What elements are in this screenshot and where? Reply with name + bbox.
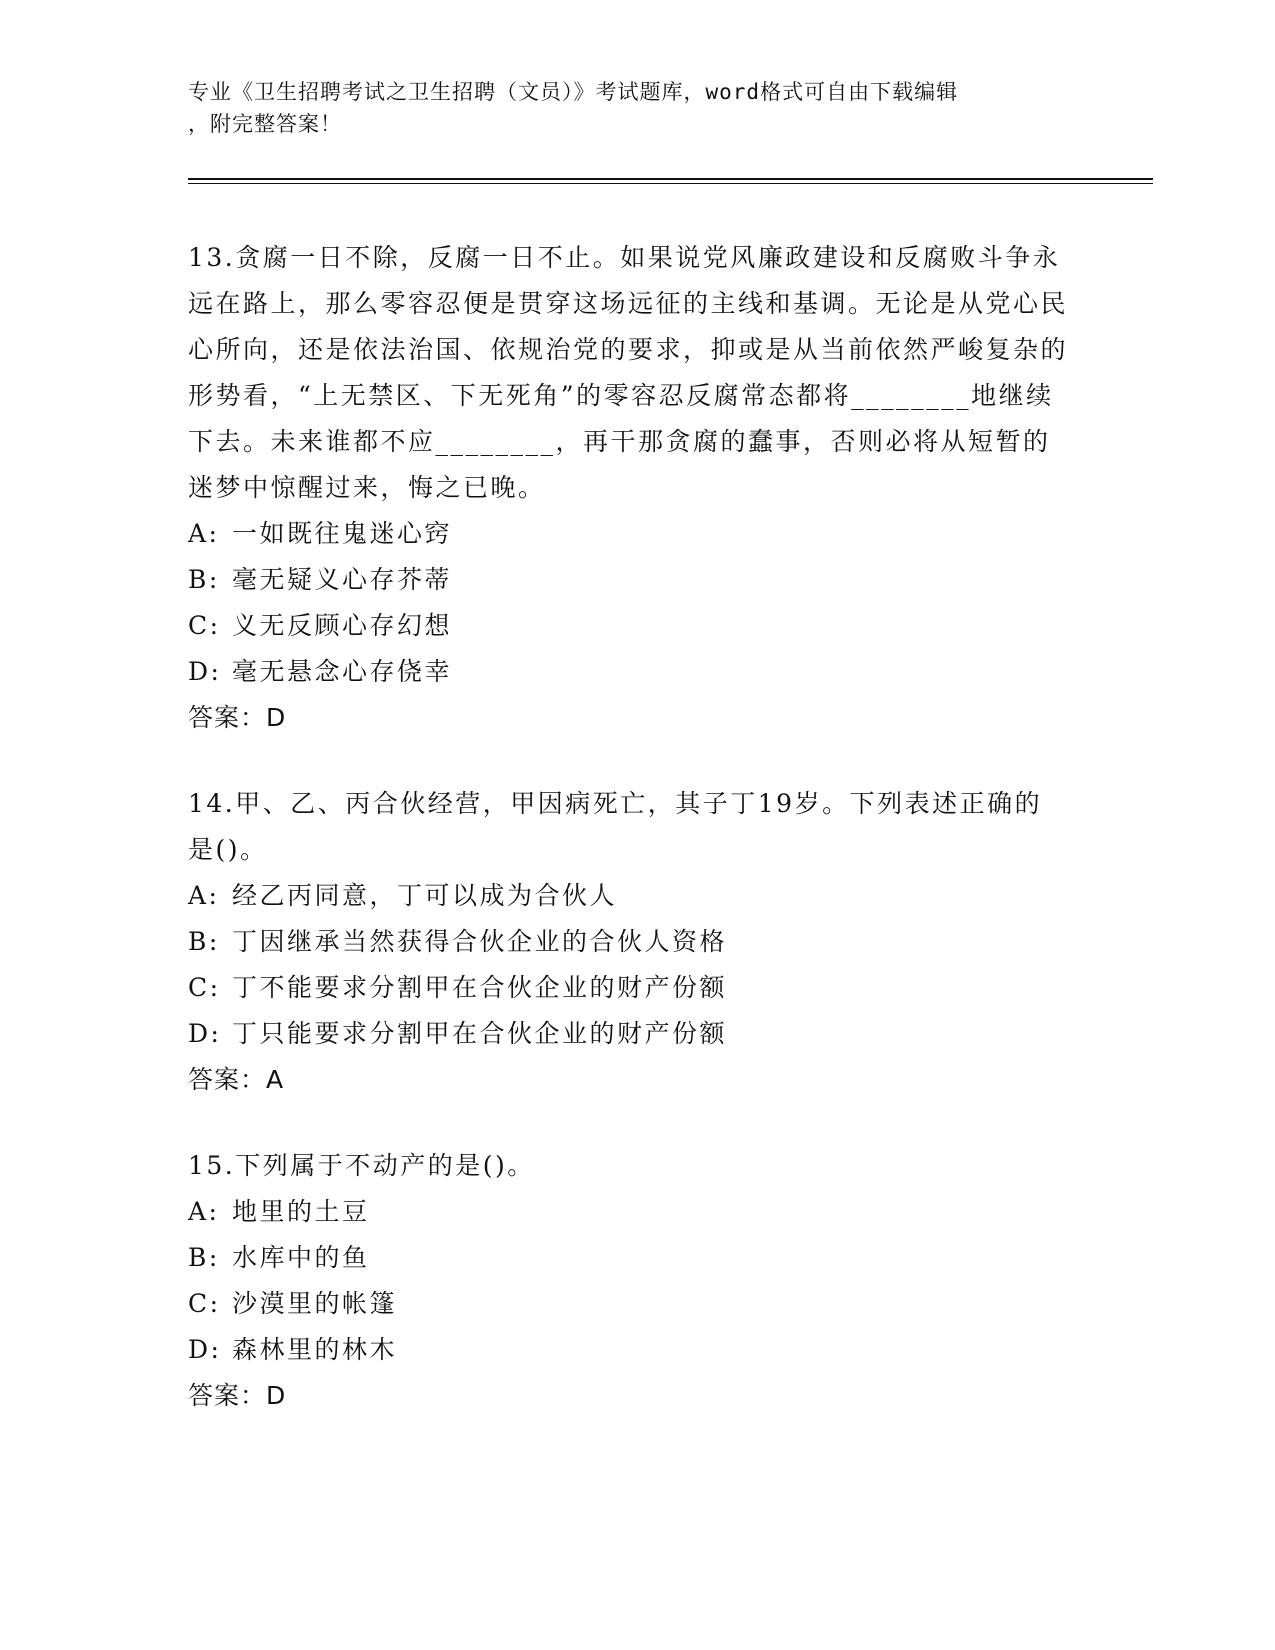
- question-stem: 13.贪腐一日不除，反腐一日不止。如果说党风廉政建设和反腐败斗争永远在路上，那么零容忍便是贯穿这场远征的主线和基调。无论是从党心民心所向，还是依法治国、依规治党的要求，抑或是从当前依然严峻复杂的形势看，“上无禁区、下无死角”的零容忍反腐常态都将________地继续下去。未来谁都不应________，再干那贪腐的蠢事，否则必将从短暂的迷梦中惊醒过来，悔之已晚。: [188, 243, 1069, 502]
- option-text: 毫无疑义心存芥蒂: [232, 565, 453, 594]
- option-c: [188, 603, 1068, 649]
- option-list: [188, 873, 1068, 1057]
- answer-line: 答案：D: [188, 703, 287, 732]
- option-list: [188, 1189, 1068, 1373]
- option-a: [188, 873, 1068, 919]
- option-key: A:: [188, 519, 220, 548]
- header-divider-thin: [188, 183, 1153, 184]
- option-text: 森林里的林木: [232, 1335, 398, 1364]
- option-c: [188, 965, 1068, 1011]
- option-b: [188, 1235, 1068, 1281]
- page-header: [188, 76, 1068, 140]
- option-d: [188, 1327, 1068, 1373]
- option-key: D:: [188, 657, 222, 686]
- header-divider: [188, 178, 1153, 180]
- question-list: [188, 235, 1068, 1459]
- option-key: C:: [188, 611, 221, 640]
- option-text: 一如既往鬼迷心窍: [232, 519, 453, 548]
- question-15: [188, 1143, 1068, 1419]
- option-b: [188, 919, 1068, 965]
- option-a: [188, 511, 1068, 557]
- option-a: [188, 1189, 1068, 1235]
- header-line-1: 专业《卫生招聘考试之卫生招聘（文员）》考试题库，word格式可自由下载编辑: [188, 80, 959, 104]
- option-key: B:: [188, 565, 220, 594]
- option-b: [188, 557, 1068, 603]
- question-14: [188, 781, 1068, 1103]
- option-key: A:: [188, 881, 220, 910]
- option-d: [188, 1011, 1068, 1057]
- question-13: [188, 235, 1068, 741]
- option-key: B:: [188, 927, 220, 956]
- answer-line: 答案：A: [188, 1065, 285, 1094]
- option-key: C:: [188, 973, 221, 1002]
- header-line-2: ，附完整答案！: [188, 112, 342, 136]
- option-key: A:: [188, 1197, 220, 1226]
- question-stem: 14.甲、乙、丙合伙经营，甲因病死亡，其子丁19岁。下列表述正确的是()。: [188, 789, 1043, 864]
- option-text: 经乙丙同意，丁可以成为合伙人: [232, 881, 618, 910]
- option-key: D:: [188, 1335, 222, 1364]
- option-text: 水库中的鱼: [232, 1243, 370, 1272]
- option-text: 毫无悬念心存侥幸: [232, 657, 453, 686]
- option-text: 丁只能要求分割甲在合伙企业的财产份额: [232, 1019, 728, 1048]
- option-text: 地里的土豆: [232, 1197, 370, 1226]
- option-text: 沙漠里的帐篷: [232, 1289, 398, 1318]
- option-text: 丁不能要求分割甲在合伙企业的财产份额: [232, 973, 728, 1002]
- option-text: 义无反顾心存幻想: [232, 611, 453, 640]
- option-key: C:: [188, 1289, 221, 1318]
- question-stem: 15.下列属于不动产的是()。: [188, 1151, 535, 1180]
- option-key: B:: [188, 1243, 220, 1272]
- option-c: [188, 1281, 1068, 1327]
- option-list: [188, 511, 1068, 695]
- option-key: D:: [188, 1019, 222, 1048]
- answer-line: 答案：D: [188, 1381, 287, 1410]
- option-text: 丁因继承当然获得合伙企业的合伙人资格: [232, 927, 728, 956]
- option-d: [188, 649, 1068, 695]
